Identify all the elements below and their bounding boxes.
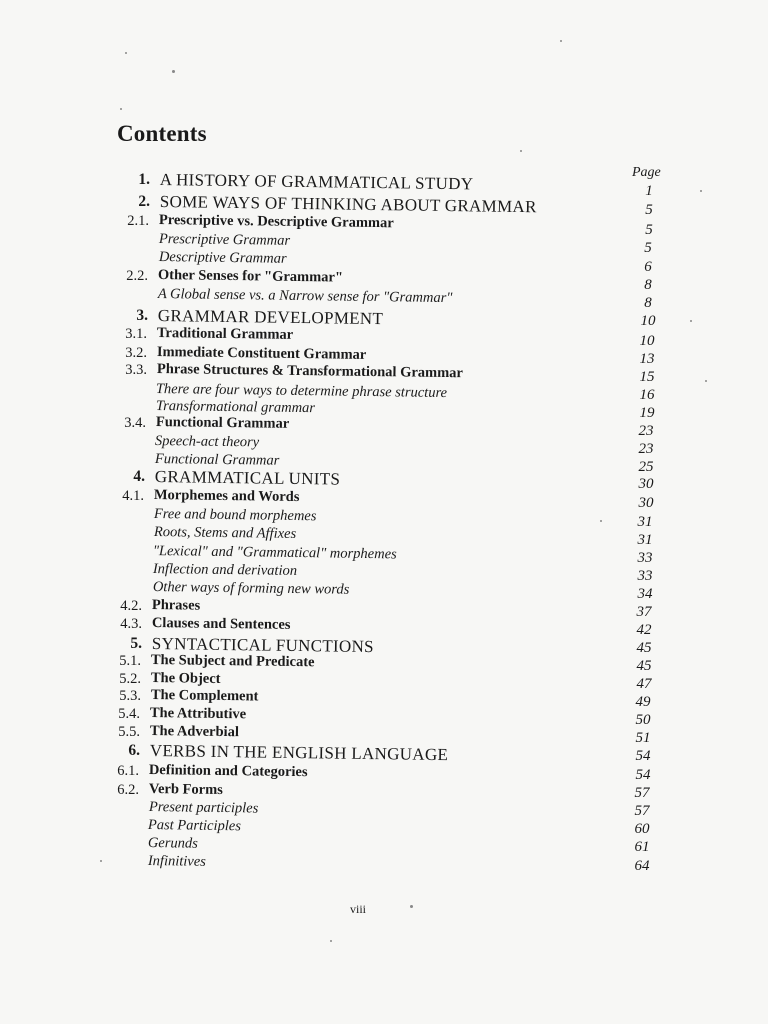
entry-number: 5.2. — [119, 671, 141, 687]
entry-number: 1. — [138, 171, 150, 188]
page-column-label: Page — [632, 165, 661, 180]
entry-number: 3.2. — [125, 345, 147, 361]
entry-title-item: Speech-act theory — [154, 433, 260, 451]
page-number: 49 — [635, 694, 651, 710]
scan-speck — [600, 520, 602, 522]
scan-speck — [520, 150, 522, 152]
page-number: 8 — [644, 277, 652, 293]
entry-title-sub: Functional Grammar — [155, 414, 290, 432]
entry-title-item: Prescriptive Grammar — [158, 231, 291, 249]
entry-number: 2. — [138, 193, 150, 210]
scan-speck — [125, 52, 127, 54]
entry-number: 5.1. — [119, 653, 141, 669]
entry-title-main: GRAMMAR DEVELOPMENT — [157, 306, 384, 329]
page-number: 23 — [638, 423, 654, 439]
page-number: 31 — [637, 514, 653, 530]
entry-title-main: A HISTORY OF GRAMMATICAL STUDY — [159, 170, 474, 194]
scan-speck — [100, 860, 102, 862]
entry-title-item: A Global sense vs. a Narrow sense for "Grammar" — [157, 286, 453, 307]
page-number: 54 — [635, 748, 651, 764]
entry-number: 5.4. — [118, 706, 140, 722]
scan-speck — [410, 905, 413, 908]
page-number: 37 — [636, 604, 652, 620]
entry-title-sub: The Subject and Predicate — [150, 652, 315, 671]
entry-title-item: Infinitives — [147, 853, 206, 870]
page-number: 33 — [637, 568, 653, 584]
page-number: 15 — [639, 369, 655, 385]
entry-title-item: Free and bound morphemes — [153, 506, 317, 525]
entry-title-sub: Traditional Grammar — [156, 325, 294, 343]
page-number: 64 — [634, 858, 650, 874]
page-number: 10 — [639, 333, 655, 349]
page-number: 5 — [645, 202, 653, 218]
entry-title-sub: Phrases — [151, 597, 201, 614]
entry-title-item: Inflection and derivation — [152, 561, 298, 580]
page-number: 6 — [644, 259, 652, 275]
scan-speck — [172, 70, 175, 73]
entry-title-sub: The Complement — [150, 687, 259, 705]
entry-number: 5. — [130, 635, 142, 652]
contents-heading: Contents — [117, 121, 207, 146]
page-number: 31 — [637, 532, 653, 548]
entry-title-item: There are four ways to determine phrase structure — [155, 381, 448, 402]
entry-title-item: Roots, Stems and Affixes — [153, 524, 297, 542]
page-number: 54 — [635, 767, 651, 783]
entry-title-item: Past Participles — [147, 817, 242, 835]
page-number: 45 — [636, 658, 652, 674]
entry-title-sub: The Object — [150, 670, 221, 687]
entry-title-item: Gerunds — [147, 835, 198, 852]
entry-title-sub: Phrase Structures & Transformational Grammar — [156, 361, 464, 382]
page-number: 25 — [638, 459, 654, 475]
page-number: 30 — [638, 476, 654, 492]
entry-number: 6.2. — [117, 782, 139, 798]
entry-number: 5.5. — [118, 724, 140, 740]
page-number: 5 — [645, 222, 653, 238]
page-number: 23 — [638, 441, 654, 457]
page-number: 16 — [639, 387, 655, 403]
entry-title-item: Present participles — [148, 799, 259, 817]
scan-speck — [705, 380, 707, 382]
scan-speck — [560, 40, 562, 42]
entry-title-sub: Verb Forms — [148, 781, 223, 799]
entry-title-item: Descriptive Grammar — [158, 249, 287, 267]
scan-speck — [690, 320, 692, 322]
page-number: 13 — [639, 351, 655, 367]
entry-number: 2.1. — [127, 213, 149, 229]
page-number: 45 — [636, 640, 652, 656]
entry-title-sub: Immediate Constituent Grammar — [156, 344, 367, 363]
page-number: 57 — [634, 803, 650, 819]
entry-title-sub: Prescriptive vs. Descriptive Grammar — [158, 212, 394, 232]
entry-title-main: SOME WAYS OF THINKING ABOUT GRAMMAR — [159, 192, 537, 217]
page-number: 10 — [640, 313, 656, 329]
entry-title-sub: The Attributive — [149, 705, 247, 723]
page-number: 30 — [638, 495, 654, 511]
entry-number: 3.4. — [124, 415, 146, 431]
entry-title-sub: Definition and Categories — [148, 762, 308, 781]
entry-number: 5.3. — [119, 688, 141, 704]
page-number: 50 — [635, 712, 651, 728]
page-number: 1 — [645, 183, 653, 199]
entry-number: 4.1. — [122, 488, 144, 504]
entry-title-main: SYNTACTICAL FUNCTIONS — [151, 634, 374, 657]
entry-title-sub: Clauses and Sentences — [151, 615, 291, 633]
entry-number: 6. — [128, 742, 140, 759]
entry-number: 4.2. — [120, 598, 142, 614]
entry-number: 3.3. — [125, 362, 147, 378]
page-footer-number: viii — [350, 902, 367, 916]
entry-title-item: "Lexical" and "Grammatical" morphemes — [152, 543, 397, 563]
entry-title-main: VERBS IN THE ENGLISH LANGUAGE — [149, 741, 449, 765]
page-number: 57 — [634, 785, 650, 801]
scan-speck — [330, 940, 332, 942]
entry-number: 2.2. — [126, 268, 148, 284]
entry-title-item: Transformational grammar — [155, 398, 316, 417]
entry-title-item: Other ways of forming new words — [152, 579, 350, 598]
entry-title-main: GRAMMATICAL UNITS — [154, 467, 341, 489]
page-number: 5 — [644, 240, 652, 256]
entry-title-sub: Other Senses for "Grammar" — [157, 267, 344, 286]
scan-speck — [120, 108, 122, 110]
page-number: 19 — [639, 405, 655, 421]
page-number: 8 — [644, 295, 652, 311]
page-number: 34 — [637, 586, 653, 602]
page-number: 47 — [636, 676, 652, 692]
entry-number: 3. — [136, 307, 148, 324]
entry-number: 3.1. — [125, 326, 147, 342]
entry-title-sub: Morphemes and Words — [153, 487, 300, 506]
entry-title-sub: The Adverbial — [149, 723, 240, 741]
page-number: 61 — [634, 839, 650, 855]
page-number: 51 — [635, 730, 651, 746]
scan-speck — [700, 190, 702, 192]
entry-number: 4. — [133, 468, 145, 485]
entry-title-item: Functional Grammar — [154, 451, 280, 469]
page-number: 60 — [634, 821, 650, 837]
page-number: 33 — [637, 550, 653, 566]
entry-number: 4.3. — [120, 616, 142, 632]
page-number: 42 — [636, 622, 652, 638]
entry-number: 6.1. — [117, 763, 139, 779]
